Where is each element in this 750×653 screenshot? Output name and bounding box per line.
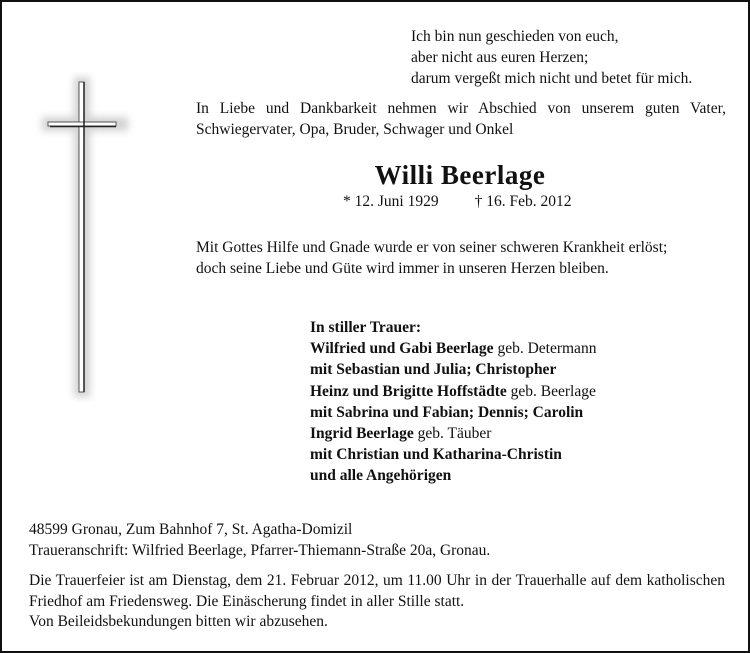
poem-block (411, 26, 692, 89)
condolence-message (196, 237, 667, 279)
ceremony-note: Von Beileidsbekundungen bitten wir abzusehen. (29, 613, 328, 630)
mourner-name: mit Sabrina und Fabian; Dennis; Carolin (310, 403, 584, 421)
life-dates (343, 193, 571, 211)
mourner-line (310, 359, 596, 380)
address-line: 48599 Gronau, Zum Bahnhof 7, St. Agatha-Domizil (29, 521, 353, 538)
mourner-name: mit Sebastian und Julia; Christopher (310, 361, 557, 379)
mourner-name: mit Christian und Katharina-Christin (310, 446, 562, 464)
latin-cross-icon (30, 72, 140, 402)
cross-icon (30, 72, 140, 402)
mourner-name: Ingrid Beerlage (310, 425, 414, 443)
mourners-list (310, 317, 596, 487)
mourner-name: Heinz und Brigitte Hoffstädte (310, 382, 507, 400)
mourner-note: geb. Beerlage (506, 382, 596, 400)
birth-date: * 12. Juni 1929 (343, 193, 439, 210)
mourner-note: geb. Determann (493, 340, 597, 358)
poem-line: darum vergeßt mich nicht und betet für mich. (411, 70, 693, 87)
mourner-name: Wilfried und Gabi Beerlage (310, 340, 494, 358)
poem-line: aber nicht aus euren Herzen; (411, 49, 589, 66)
mourner-note: geb. Täuber (413, 425, 492, 443)
mourner-line (310, 465, 596, 486)
mourner-line (310, 423, 596, 444)
death-date: † 16. Feb. 2012 (474, 193, 572, 210)
ceremony-text: Die Trauerfeier ist am Dienstag, dem 21. Februar 2012, um 11.00 Uhr in der Trauerhalle auf dem katholischen Friedhof am Friedensweg. Die Einäscherung findet in aller Stille statt. (29, 572, 725, 610)
ceremony-info (29, 571, 725, 633)
mourner-line (310, 381, 596, 402)
mourner-line (310, 402, 596, 423)
deceased-name: Willi Beerlage (374, 160, 546, 190)
mourner-line (310, 338, 596, 359)
mourner-line (310, 444, 596, 465)
mourners-heading: In stiller Trauer: (310, 319, 422, 336)
message-line: doch seine Liebe und Güte wird immer in unseren Herzen bleiben. (196, 260, 609, 277)
intro-text: In Liebe und Dankbarkeit nehmen wir Abschied von unserem guten Vater, Schwiegervater, Opa, Bruder, Schwager und Onkel (196, 100, 726, 138)
mourner-name: und alle Angehörigen (310, 467, 452, 485)
message-line: Mit Gottes Hilfe und Gnade wurde er von seiner schweren Krankheit erlöst; (196, 239, 668, 256)
address-line: Traueranschrift: Wilfried Beerlage, Pfarrer-Thiemann-Straße 20a, Gronau. (29, 542, 491, 559)
address-block (29, 519, 490, 561)
poem-line: Ich bin nun geschieden von euch, (411, 28, 619, 45)
